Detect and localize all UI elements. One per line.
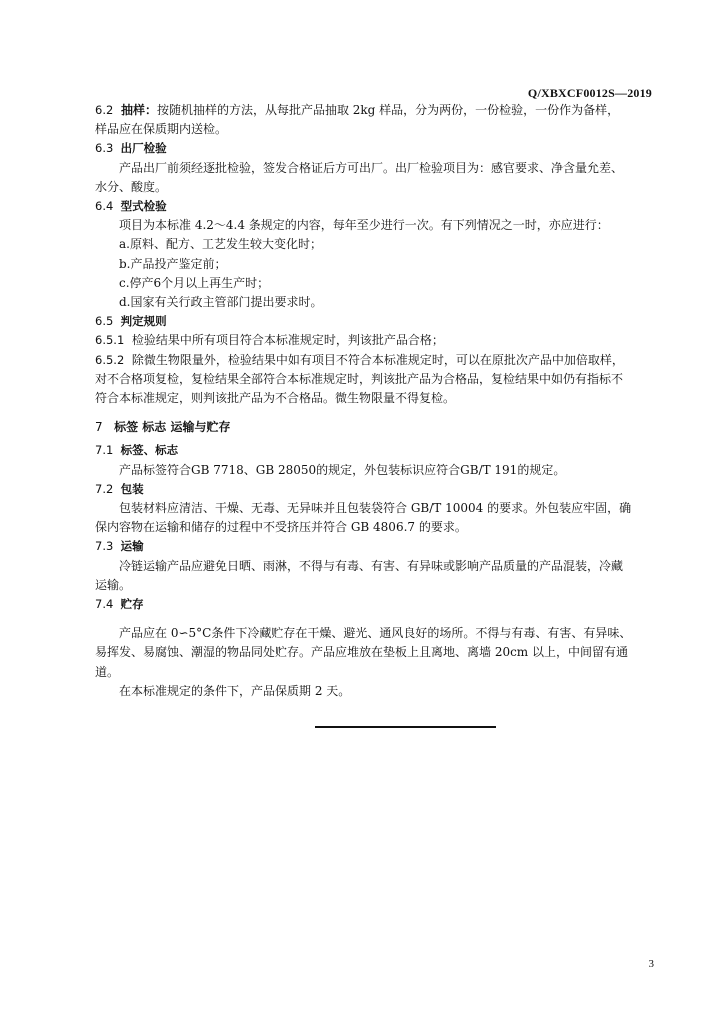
section-title: 判定规则 (120, 314, 167, 329)
section-6-5-heading (95, 312, 655, 331)
section-6-3-line-1: 产品出厂前须经逐批检验，签发合格证后方可出厂。出厂检验项目为：感官要求、净含量允差、 (119, 160, 624, 175)
section-title: 包装 (120, 481, 144, 496)
section-number: 6.2 (95, 103, 114, 117)
section-title: 运输 (120, 539, 144, 554)
section-7-4-line-1: 产品应在 0∽5°C条件下冷藏贮存在干燥、避光、通风良好的场所。不得与有毒、有害、有异味、 (119, 626, 632, 641)
section-number: 7.1 (95, 443, 114, 458)
section-6-5-1 (95, 331, 655, 350)
page-number: 3 (648, 958, 654, 970)
section-title: 型式检验 (120, 199, 167, 214)
section-number: 6.5.2 (95, 352, 125, 367)
section-number: 6.4 (95, 199, 114, 214)
section-6-2-line-2: 样品应在保质期内送检。 (95, 122, 228, 137)
section-7-2-heading (95, 480, 655, 499)
section-number: 7.3 (95, 539, 114, 554)
section-title: 标签、标志 (120, 443, 179, 458)
section-6-3-line-2: 水分、酸度。 (95, 179, 168, 194)
list-item: a.原料、配方、工艺发生较大变化时； (119, 237, 322, 252)
section-7-2-line-1: 包装材料应清洁、干燥、无毒、无异味并且包装袋符合 GB/T 10004 的要求。外包装应牢固，确 (119, 501, 632, 516)
section-7-1-heading (95, 441, 655, 460)
section-7-4-heading (95, 595, 655, 614)
section-6-5-2-line-2: 对不合格项复检，复检结果全部符合本标准规定时，判该批产品为合格品，复检结果中如仍有指标不 (95, 371, 624, 386)
section-number: 7.4 (95, 597, 114, 612)
section-7-3-line-1: 冷链运输产品应避免日晒、雨淋，不得与有毒、有害、有异味或影响产品质量的产品混装，冷藏 (119, 558, 624, 573)
section-7-4-line-2: 易挥发、易腐蚀、潮湿的物品同处贮存。产品应堆放在垫板上且离地、离墙 20cm 以上，中间留有通 (95, 645, 629, 660)
section-7-4-line-3: 道。 (95, 664, 120, 679)
chapter-number: 7 (95, 420, 103, 435)
section-number: 6.5.1 (95, 333, 125, 348)
document-body (95, 101, 655, 701)
list-item: d.国家有关行政主管部门提出要求时。 (119, 295, 323, 310)
section-number: 6.3 (95, 141, 114, 156)
section-6-5-2-line-3: 符合本标准规定，则判该批产品为不合格品。微生物限量不得复检。 (95, 391, 456, 406)
section-number: 7.2 (95, 481, 114, 496)
section-6-4-intro: 项目为本标准 4.2～4.4 条规定的内容，每年至少进行一次。有下列情况之一时，亦应进行： (119, 218, 609, 233)
section-number: 6.5 (95, 314, 114, 329)
end-rule (315, 726, 496, 728)
paragraph-text: 除微生物限量外，检验结果中如有项目不符合本标准规定时，可以在原批次产品中加倍取样， (131, 352, 624, 367)
paragraph-text: 检验结果中所有项目符合本标准规定时，判该批产品合格； (131, 333, 444, 348)
section-7-3-heading (95, 537, 655, 556)
section-6-2-line-1 (95, 101, 655, 120)
chapter-7-heading (95, 418, 655, 437)
section-7-3-line-2: 运输。 (95, 577, 132, 592)
section-6-3-heading (95, 139, 655, 158)
section-title: 贮存 (120, 597, 144, 612)
section-6-5-2-line-1 (95, 351, 655, 370)
list-item: b.产品投产鉴定前； (119, 256, 227, 271)
document-code: Q/XBXCF0012S—2019 (527, 86, 652, 100)
list-item: c.停产6个月以上再生产时； (119, 275, 270, 290)
section-7-2-line-2: 保内容物在运输和储存的过程中不受挤压并符合 GB 4806.7 的要求。 (95, 520, 467, 535)
section-7-1-text: 产品标签符合GB 7718、GB 28050的规定，外包装标识应符合GB/T 191的规定。 (119, 462, 566, 477)
shelf-life-statement: 在本标准规定的条件下，产品保质期 2 天。 (119, 683, 351, 698)
section-6-4-heading (95, 197, 655, 216)
paragraph-text: 按随机抽样的方法，从每批产品抽取 2kg 样品，分为两份，一份检验，一份作为备样， (156, 103, 620, 117)
section-title: 抽样： (120, 103, 157, 117)
chapter-title: 标签 标志 运输与贮存 (114, 420, 231, 435)
section-title: 出厂检验 (120, 141, 167, 156)
